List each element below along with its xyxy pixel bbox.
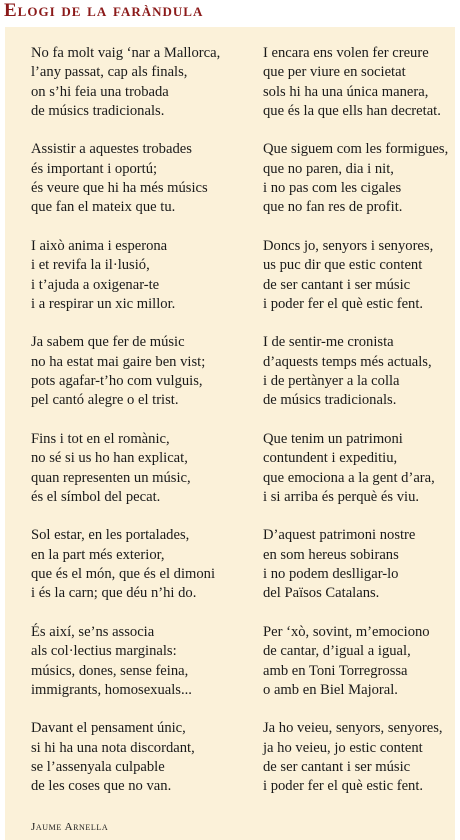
- verse-line: o amb en Biel Majoral.: [263, 681, 398, 698]
- verse-line: si hi ha una nota discordant,: [31, 739, 195, 756]
- verse-line: i és la carn; que déu n’hi do.: [31, 585, 197, 602]
- verse-line: ja ho veieu, jo estic content: [263, 739, 423, 756]
- verse-line: Que siguem com les formigues,: [263, 141, 449, 158]
- verse-line: pel cantó alegre o el trist.: [31, 392, 179, 409]
- stanza: [263, 526, 455, 603]
- poem-title: Elogi de la faràndula: [4, 0, 204, 21]
- stanza: [263, 140, 455, 217]
- verse-line: amb en Toni Torregrossa: [263, 662, 408, 679]
- verse-line: quan representen un músic,: [31, 469, 191, 486]
- verse-line: que no fan res de profit.: [263, 199, 403, 216]
- verse-line: que és la que ells han decretat.: [263, 102, 441, 119]
- verse-line: que per viure en societat: [263, 64, 406, 81]
- verse-line: I encara ens volen fer creure: [263, 45, 429, 61]
- verse-line: als col·lectius marginals:: [31, 643, 177, 660]
- verse-line: és important i oportú;: [31, 160, 158, 177]
- verse-line: D’aquest patrimoni nostre: [263, 527, 416, 544]
- verse-line: és veure que hi ha més músics: [31, 180, 208, 197]
- verse-line: de músics tradicionals.: [263, 392, 397, 409]
- stanza: [31, 623, 253, 700]
- verse-line: i et revifa la il·lusió,: [31, 257, 150, 274]
- verse-line: Davant el pensament únic,: [31, 720, 186, 737]
- verse-line: Assistir a aquestes trobades: [31, 141, 192, 158]
- verse-line: Fins i tot en el romànic,: [31, 430, 170, 447]
- verse-line: i poder fer el què estic fent.: [263, 778, 424, 795]
- verse-line: on s’hi feia una trobada: [31, 83, 169, 100]
- verse-line: que és el món, que és el dimoni: [31, 566, 216, 583]
- stanza: [31, 44, 253, 121]
- verse-line: i a respirar un xic millor.: [31, 295, 176, 312]
- stanza: [31, 430, 253, 507]
- stanza: [31, 140, 253, 217]
- left-column: [31, 44, 253, 816]
- verse-line: i no podem deslligar-lo: [263, 566, 399, 583]
- stanza: [263, 237, 455, 314]
- verse-line: de ser cantant i ser músic: [263, 758, 411, 775]
- stanza: [31, 719, 253, 796]
- verse-line: Ja sabem que fer de músic: [31, 334, 185, 351]
- stanza: [31, 333, 253, 410]
- verse-line: que emociona a la gent d’ara,: [263, 469, 435, 486]
- verse-line: de músics tradicionals.: [31, 102, 165, 119]
- verse-line: d’aquests temps més actuals,: [263, 353, 432, 370]
- verse-line: de cantar, d’igual a igual,: [263, 643, 411, 660]
- verse-line: Que tenim un patrimoni: [263, 430, 403, 447]
- verse-line: Sol estar, en les portalades,: [31, 527, 190, 544]
- verse-line: de ser cantant i ser músic: [263, 276, 411, 293]
- stanza: [31, 526, 253, 603]
- stanza: [263, 719, 455, 796]
- verse-line: Per ‘xò, sovint, m’emociono: [263, 623, 430, 640]
- verse-line: en la part més exterior,: [31, 546, 165, 563]
- verse-line: no sé si us ho han explicat,: [31, 450, 188, 467]
- poem-panel: [5, 27, 455, 840]
- verse-line: se l’assenyala culpable: [31, 758, 165, 775]
- verse-line: l’any passat, cap als finals,: [31, 64, 188, 81]
- verse-line: i no pas com les cigales: [263, 180, 402, 197]
- verse-line: No fa molt vaig ‘nar a Mallorca,: [31, 45, 221, 61]
- verse-line: en som hereus sobirans: [263, 546, 399, 563]
- verse-line: us puc dir que estic content: [263, 257, 423, 274]
- verse-line: i de pertànyer a la colla: [263, 373, 400, 390]
- stanza: [263, 430, 455, 507]
- verse-line: és el símbol del pecat.: [31, 488, 161, 505]
- verse-line: que no paren, dia i nit,: [263, 160, 394, 177]
- verse-line: que fan el mateix que tu.: [31, 199, 176, 216]
- verse-line: sols hi ha una única manera,: [263, 83, 429, 100]
- verse-line: músics, dones, sense feina,: [31, 662, 189, 679]
- verse-line: immigrants, homosexuals...: [31, 681, 192, 698]
- verse-line: És així, se’ns associa: [31, 623, 155, 640]
- author-signature: Jaume Arnella: [31, 821, 109, 833]
- verse-line: I de sentir-me cronista: [263, 334, 394, 351]
- verse-line: pots agafar-t’ho com vulguis,: [31, 373, 203, 390]
- verse-line: contundent i expeditiu,: [263, 450, 398, 467]
- verse-line: no ha estat mai gaire ben vist;: [31, 353, 206, 370]
- verse-line: de les coses que no van.: [31, 778, 172, 795]
- stanza: [263, 333, 455, 410]
- stanza: [31, 237, 253, 314]
- verse-line: i poder fer el què estic fent.: [263, 295, 424, 312]
- stanza: [263, 44, 455, 121]
- verse-line: del Països Catalans.: [263, 585, 380, 602]
- verse-line: I això anima i esperona: [31, 237, 168, 254]
- verse-line: i t’ajuda a oxigenar-te: [31, 276, 160, 293]
- verse-line: i si arriba és perquè és viu.: [263, 488, 420, 505]
- verse-line: Ja ho veieu, senyors, senyores,: [263, 720, 443, 737]
- stanza: [263, 623, 455, 700]
- verse-line: Doncs jo, senyors i senyores,: [263, 237, 434, 254]
- right-column: [263, 44, 455, 816]
